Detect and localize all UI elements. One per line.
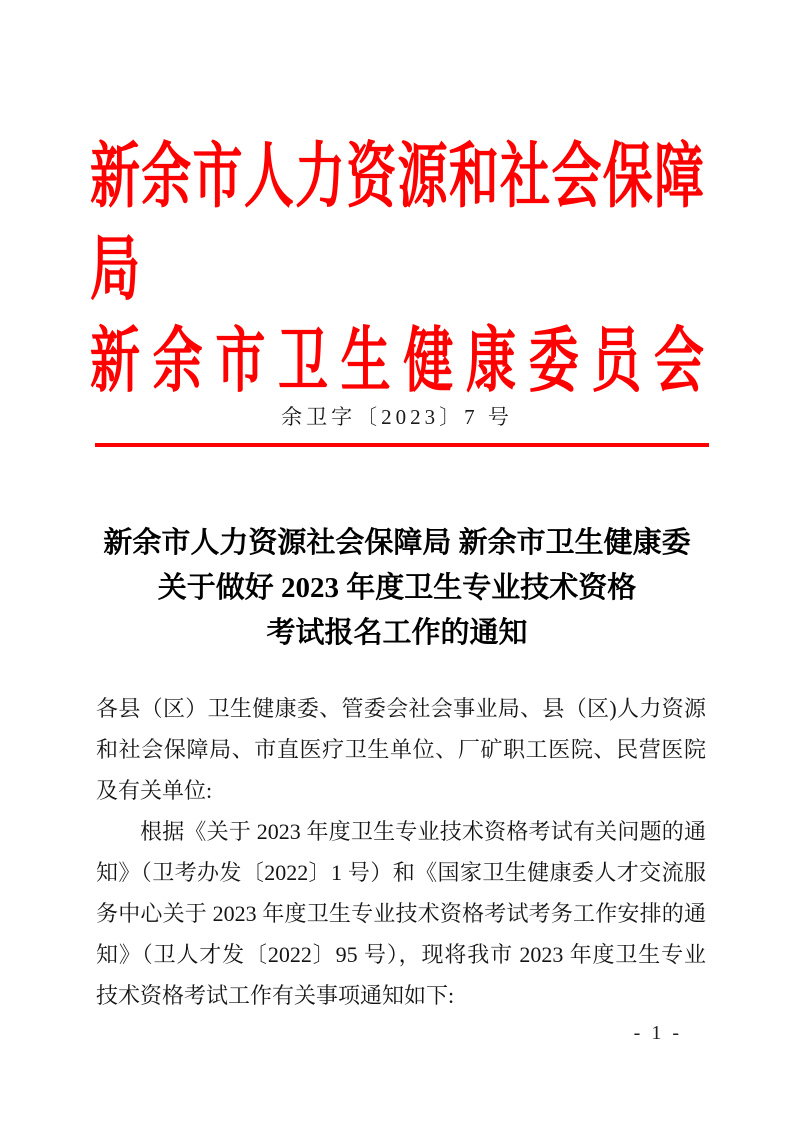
notice-title: [47, 521, 747, 656]
basis-paragraph: 根据《关于 2023 年度卫生专业技术资格考试有关问题的通知》（卫考办发〔2022〕1 号）和《国家卫生健康委人才交流服务中心关于 2023 年度卫生专业技术资格考试考务工作安排的通知》（卫人才发〔2022〕95 号），现将我市 2023 年度卫生专业技术资格考试工作有关事项通知如下:: [96, 819, 706, 1008]
recipients-paragraph: 各县（区）卫生健康委、管委会社会事业局、县（区)人力资源和社会保障局、市直医疗卫生单位、厂矿职工医院、民营医院及有关单位:: [96, 696, 706, 803]
agency-masthead: [90, 131, 704, 408]
notice-title-line1: 新余市人力资源社会保障局 新余市卫生健康委: [103, 527, 691, 559]
notice-title-line2: 关于做好 2023 年度卫生专业技术资格: [157, 572, 637, 604]
agency-name-line2: 新余市卫生健康委员会: [90, 321, 704, 401]
page-number: - 1 -: [633, 1022, 682, 1044]
notice-title-line3: 考试报名工作的通知: [266, 617, 528, 649]
notice-body: [96, 688, 706, 1016]
red-divider-line: [95, 443, 709, 447]
agency-name-line1: 新余市人力资源和社会保障局: [90, 136, 704, 309]
document-number: 余卫字〔2023〕7 号: [281, 405, 513, 429]
